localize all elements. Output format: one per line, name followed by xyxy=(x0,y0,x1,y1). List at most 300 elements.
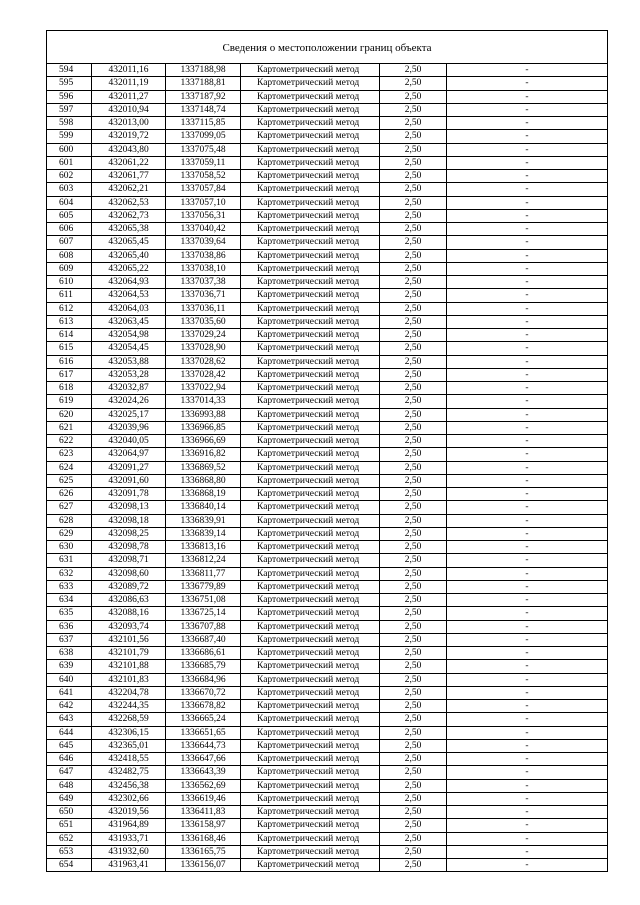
point-number-cell: 602 xyxy=(47,170,92,183)
coord-y-cell: 1336966,85 xyxy=(166,421,241,434)
point-number-cell: 609 xyxy=(47,262,92,275)
accuracy-cell: 2,50 xyxy=(380,766,447,779)
point-number-cell: 627 xyxy=(47,501,92,514)
coord-x-cell: 432098,18 xyxy=(92,514,166,527)
point-number-cell: 636 xyxy=(47,620,92,633)
description-cell: - xyxy=(447,183,608,196)
accuracy-cell: 2,50 xyxy=(380,329,447,342)
method-cell: Картометрический метод xyxy=(241,474,380,487)
method-cell: Картометрический метод xyxy=(241,342,380,355)
method-cell: Картометрический метод xyxy=(241,673,380,686)
method-cell: Картометрический метод xyxy=(241,541,380,554)
point-number-cell: 640 xyxy=(47,673,92,686)
accuracy-cell: 2,50 xyxy=(380,315,447,328)
coord-x-cell: 432062,73 xyxy=(92,209,166,222)
coord-x-cell: 432086,63 xyxy=(92,594,166,607)
coord-y-cell: 1336562,69 xyxy=(166,779,241,792)
method-cell: Картометрический метод xyxy=(241,488,380,501)
accuracy-cell: 2,50 xyxy=(380,753,447,766)
coord-x-cell: 432418,55 xyxy=(92,753,166,766)
coord-y-cell: 1336156,07 xyxy=(166,859,241,872)
coord-y-cell: 1337057,84 xyxy=(166,183,241,196)
coord-x-cell: 432091,27 xyxy=(92,461,166,474)
coord-x-cell: 431932,60 xyxy=(92,845,166,858)
table-title: Сведения о местоположении границ объекта xyxy=(47,31,608,64)
point-number-cell: 608 xyxy=(47,249,92,262)
table-row xyxy=(47,527,608,540)
table-row xyxy=(47,474,608,487)
method-cell: Картометрический метод xyxy=(241,236,380,249)
table-row xyxy=(47,739,608,752)
table-row xyxy=(47,276,608,289)
description-cell: - xyxy=(447,594,608,607)
boundary-table xyxy=(46,30,608,872)
table-row xyxy=(47,501,608,514)
method-cell: Картометрический метод xyxy=(241,567,380,580)
table-row xyxy=(47,249,608,262)
description-cell: - xyxy=(447,806,608,819)
method-cell: Картометрический метод xyxy=(241,130,380,143)
description-cell: - xyxy=(447,660,608,673)
coord-x-cell: 432063,45 xyxy=(92,315,166,328)
coord-y-cell: 1337188,81 xyxy=(166,77,241,90)
description-cell: - xyxy=(447,64,608,77)
coord-y-cell: 1337035,60 xyxy=(166,315,241,328)
description-cell: - xyxy=(447,859,608,872)
coord-x-cell: 432053,28 xyxy=(92,368,166,381)
description-cell: - xyxy=(447,779,608,792)
method-cell: Картометрический метод xyxy=(241,276,380,289)
accuracy-cell: 2,50 xyxy=(380,183,447,196)
description-cell: - xyxy=(447,262,608,275)
coord-x-cell: 432091,60 xyxy=(92,474,166,487)
coord-x-cell: 432011,27 xyxy=(92,90,166,103)
point-number-cell: 616 xyxy=(47,355,92,368)
coord-y-cell: 1336165,75 xyxy=(166,845,241,858)
accuracy-cell: 2,50 xyxy=(380,686,447,699)
description-cell: - xyxy=(447,647,608,660)
coord-y-cell: 1336687,40 xyxy=(166,633,241,646)
coord-x-cell: 432456,38 xyxy=(92,779,166,792)
coord-y-cell: 1336685,79 xyxy=(166,660,241,673)
accuracy-cell: 2,50 xyxy=(380,673,447,686)
table-row xyxy=(47,673,608,686)
point-number-cell: 626 xyxy=(47,488,92,501)
accuracy-cell: 2,50 xyxy=(380,262,447,275)
point-number-cell: 619 xyxy=(47,395,92,408)
coord-y-cell: 1336916,82 xyxy=(166,448,241,461)
method-cell: Картометрический метод xyxy=(241,448,380,461)
point-number-cell: 599 xyxy=(47,130,92,143)
accuracy-cell: 2,50 xyxy=(380,554,447,567)
accuracy-cell: 2,50 xyxy=(380,647,447,660)
accuracy-cell: 2,50 xyxy=(380,421,447,434)
point-number-cell: 614 xyxy=(47,329,92,342)
point-number-cell: 613 xyxy=(47,315,92,328)
point-number-cell: 637 xyxy=(47,633,92,646)
method-cell: Картометрический метод xyxy=(241,302,380,315)
document-page xyxy=(46,30,607,872)
table-row xyxy=(47,302,608,315)
description-cell: - xyxy=(447,527,608,540)
accuracy-cell: 2,50 xyxy=(380,342,447,355)
method-cell: Картометрический метод xyxy=(241,594,380,607)
description-cell: - xyxy=(447,461,608,474)
description-cell: - xyxy=(447,103,608,116)
accuracy-cell: 2,50 xyxy=(380,90,447,103)
coord-x-cell: 432010,94 xyxy=(92,103,166,116)
description-cell: - xyxy=(447,448,608,461)
coord-y-cell: 1336158,97 xyxy=(166,819,241,832)
coord-x-cell: 432062,21 xyxy=(92,183,166,196)
table-row xyxy=(47,209,608,222)
coord-y-cell: 1337037,38 xyxy=(166,276,241,289)
accuracy-cell: 2,50 xyxy=(380,289,447,302)
coord-y-cell: 1336411,83 xyxy=(166,806,241,819)
coord-x-cell: 432088,16 xyxy=(92,607,166,620)
coord-y-cell: 1336839,14 xyxy=(166,527,241,540)
table-row xyxy=(47,289,608,302)
coord-y-cell: 1337039,64 xyxy=(166,236,241,249)
point-number-cell: 646 xyxy=(47,753,92,766)
coord-x-cell: 432244,35 xyxy=(92,700,166,713)
coord-y-cell: 1337059,11 xyxy=(166,156,241,169)
table-row xyxy=(47,64,608,77)
coord-x-cell: 432065,22 xyxy=(92,262,166,275)
accuracy-cell: 2,50 xyxy=(380,461,447,474)
point-number-cell: 647 xyxy=(47,766,92,779)
point-number-cell: 621 xyxy=(47,421,92,434)
accuracy-cell: 2,50 xyxy=(380,779,447,792)
coord-y-cell: 1336868,19 xyxy=(166,488,241,501)
accuracy-cell: 2,50 xyxy=(380,700,447,713)
method-cell: Картометрический метод xyxy=(241,859,380,872)
coord-y-cell: 1336651,65 xyxy=(166,726,241,739)
accuracy-cell: 2,50 xyxy=(380,196,447,209)
accuracy-cell: 2,50 xyxy=(380,474,447,487)
accuracy-cell: 2,50 xyxy=(380,633,447,646)
coord-y-cell: 1337148,74 xyxy=(166,103,241,116)
description-cell: - xyxy=(447,421,608,434)
point-number-cell: 615 xyxy=(47,342,92,355)
coord-y-cell: 1336678,82 xyxy=(166,700,241,713)
coord-x-cell: 432306,15 xyxy=(92,726,166,739)
table-row xyxy=(47,607,608,620)
point-number-cell: 643 xyxy=(47,713,92,726)
coord-y-cell: 1337036,11 xyxy=(166,302,241,315)
accuracy-cell: 2,50 xyxy=(380,845,447,858)
point-number-cell: 644 xyxy=(47,726,92,739)
point-number-cell: 641 xyxy=(47,686,92,699)
table-row xyxy=(47,395,608,408)
coord-x-cell: 432101,56 xyxy=(92,633,166,646)
method-cell: Картометрический метод xyxy=(241,514,380,527)
coord-x-cell: 432064,53 xyxy=(92,289,166,302)
table-row xyxy=(47,713,608,726)
point-number-cell: 649 xyxy=(47,792,92,805)
accuracy-cell: 2,50 xyxy=(380,302,447,315)
point-number-cell: 622 xyxy=(47,435,92,448)
method-cell: Картометрический метод xyxy=(241,249,380,262)
accuracy-cell: 2,50 xyxy=(380,594,447,607)
point-number-cell: 631 xyxy=(47,554,92,567)
accuracy-cell: 2,50 xyxy=(380,806,447,819)
description-cell: - xyxy=(447,580,608,593)
description-cell: - xyxy=(447,249,608,262)
description-cell: - xyxy=(447,474,608,487)
accuracy-cell: 2,50 xyxy=(380,541,447,554)
description-cell: - xyxy=(447,143,608,156)
table-row xyxy=(47,779,608,792)
description-cell: - xyxy=(447,501,608,514)
accuracy-cell: 2,50 xyxy=(380,514,447,527)
accuracy-cell: 2,50 xyxy=(380,580,447,593)
point-number-cell: 648 xyxy=(47,779,92,792)
point-number-cell: 594 xyxy=(47,64,92,77)
point-number-cell: 645 xyxy=(47,739,92,752)
method-cell: Картометрический метод xyxy=(241,395,380,408)
table-row xyxy=(47,567,608,580)
table-row xyxy=(47,594,608,607)
coord-x-cell: 432054,98 xyxy=(92,329,166,342)
method-cell: Картометрический метод xyxy=(241,766,380,779)
accuracy-cell: 2,50 xyxy=(380,276,447,289)
description-cell: - xyxy=(447,488,608,501)
point-number-cell: 597 xyxy=(47,103,92,116)
coord-y-cell: 1336812,24 xyxy=(166,554,241,567)
coord-y-cell: 1336619,46 xyxy=(166,792,241,805)
point-number-cell: 651 xyxy=(47,819,92,832)
coord-x-cell: 432098,78 xyxy=(92,541,166,554)
method-cell: Картометрический метод xyxy=(241,289,380,302)
description-cell: - xyxy=(447,117,608,130)
coord-x-cell: 431933,71 xyxy=(92,832,166,845)
method-cell: Картометрический метод xyxy=(241,183,380,196)
accuracy-cell: 2,50 xyxy=(380,859,447,872)
method-cell: Картометрический метод xyxy=(241,700,380,713)
accuracy-cell: 2,50 xyxy=(380,103,447,116)
accuracy-cell: 2,50 xyxy=(380,527,447,540)
coord-y-cell: 1336725,14 xyxy=(166,607,241,620)
description-cell: - xyxy=(447,236,608,249)
accuracy-cell: 2,50 xyxy=(380,64,447,77)
method-cell: Картометрический метод xyxy=(241,501,380,514)
accuracy-cell: 2,50 xyxy=(380,130,447,143)
table-row xyxy=(47,355,608,368)
description-cell: - xyxy=(447,408,608,421)
coord-y-cell: 1337115,85 xyxy=(166,117,241,130)
table-row xyxy=(47,435,608,448)
method-cell: Картометрический метод xyxy=(241,806,380,819)
coord-y-cell: 1336643,39 xyxy=(166,766,241,779)
table-row xyxy=(47,580,608,593)
description-cell: - xyxy=(447,713,608,726)
accuracy-cell: 2,50 xyxy=(380,117,447,130)
accuracy-cell: 2,50 xyxy=(380,448,447,461)
coord-y-cell: 1336840,14 xyxy=(166,501,241,514)
point-number-cell: 618 xyxy=(47,382,92,395)
method-cell: Картометрический метод xyxy=(241,262,380,275)
method-cell: Картометрический метод xyxy=(241,647,380,660)
point-number-cell: 654 xyxy=(47,859,92,872)
method-cell: Картометрический метод xyxy=(241,77,380,90)
method-cell: Картометрический метод xyxy=(241,686,380,699)
table-row xyxy=(47,315,608,328)
table-row xyxy=(47,262,608,275)
accuracy-cell: 2,50 xyxy=(380,607,447,620)
coord-x-cell: 432039,96 xyxy=(92,421,166,434)
point-number-cell: 652 xyxy=(47,832,92,845)
method-cell: Картометрический метод xyxy=(241,753,380,766)
description-cell: - xyxy=(447,686,608,699)
method-cell: Картометрический метод xyxy=(241,170,380,183)
coord-y-cell: 1336670,72 xyxy=(166,686,241,699)
coord-x-cell: 432064,97 xyxy=(92,448,166,461)
coord-y-cell: 1336966,69 xyxy=(166,435,241,448)
table-row xyxy=(47,368,608,381)
point-number-cell: 628 xyxy=(47,514,92,527)
point-number-cell: 624 xyxy=(47,461,92,474)
coord-y-cell: 1337187,92 xyxy=(166,90,241,103)
description-cell: - xyxy=(447,223,608,236)
method-cell: Картометрический метод xyxy=(241,315,380,328)
method-cell: Картометрический метод xyxy=(241,368,380,381)
table-row xyxy=(47,554,608,567)
method-cell: Картометрический метод xyxy=(241,209,380,222)
table-row xyxy=(47,408,608,421)
method-cell: Картометрический метод xyxy=(241,633,380,646)
description-cell: - xyxy=(447,753,608,766)
method-cell: Картометрический метод xyxy=(241,421,380,434)
coord-x-cell: 432064,03 xyxy=(92,302,166,315)
description-cell: - xyxy=(447,514,608,527)
coord-x-cell: 432098,25 xyxy=(92,527,166,540)
method-cell: Картометрический метод xyxy=(241,329,380,342)
accuracy-cell: 2,50 xyxy=(380,660,447,673)
table-row xyxy=(47,488,608,501)
method-cell: Картометрический метод xyxy=(241,527,380,540)
point-number-cell: 620 xyxy=(47,408,92,421)
coord-y-cell: 1337099,05 xyxy=(166,130,241,143)
accuracy-cell: 2,50 xyxy=(380,819,447,832)
coord-x-cell: 432011,19 xyxy=(92,77,166,90)
point-number-cell: 638 xyxy=(47,647,92,660)
coord-y-cell: 1337038,86 xyxy=(166,249,241,262)
coord-y-cell: 1336707,88 xyxy=(166,620,241,633)
coord-y-cell: 1337028,42 xyxy=(166,368,241,381)
point-number-cell: 629 xyxy=(47,527,92,540)
coord-y-cell: 1336811,77 xyxy=(166,567,241,580)
point-number-cell: 623 xyxy=(47,448,92,461)
description-cell: - xyxy=(447,673,608,686)
description-cell: - xyxy=(447,766,608,779)
table-row xyxy=(47,77,608,90)
method-cell: Картометрический метод xyxy=(241,355,380,368)
table-row xyxy=(47,342,608,355)
table-row xyxy=(47,766,608,779)
description-cell: - xyxy=(447,355,608,368)
coord-x-cell: 432098,13 xyxy=(92,501,166,514)
accuracy-cell: 2,50 xyxy=(380,713,447,726)
accuracy-cell: 2,50 xyxy=(380,620,447,633)
description-cell: - xyxy=(447,845,608,858)
coord-x-cell: 432065,40 xyxy=(92,249,166,262)
method-cell: Картометрический метод xyxy=(241,408,380,421)
coord-y-cell: 1336751,08 xyxy=(166,594,241,607)
method-cell: Картометрический метод xyxy=(241,117,380,130)
table-row xyxy=(47,183,608,196)
coord-x-cell: 432061,77 xyxy=(92,170,166,183)
accuracy-cell: 2,50 xyxy=(380,501,447,514)
coord-y-cell: 1337014,33 xyxy=(166,395,241,408)
coord-y-cell: 1336686,61 xyxy=(166,647,241,660)
point-number-cell: 607 xyxy=(47,236,92,249)
table-row xyxy=(47,832,608,845)
accuracy-cell: 2,50 xyxy=(380,77,447,90)
method-cell: Картометрический метод xyxy=(241,143,380,156)
point-number-cell: 596 xyxy=(47,90,92,103)
table-body xyxy=(47,64,608,872)
coord-x-cell: 432065,45 xyxy=(92,236,166,249)
method-cell: Картометрический метод xyxy=(241,90,380,103)
description-cell: - xyxy=(447,567,608,580)
coord-x-cell: 432098,71 xyxy=(92,554,166,567)
method-cell: Картометрический метод xyxy=(241,620,380,633)
accuracy-cell: 2,50 xyxy=(380,143,447,156)
point-number-cell: 601 xyxy=(47,156,92,169)
description-cell: - xyxy=(447,832,608,845)
method-cell: Картометрический метод xyxy=(241,382,380,395)
coord-x-cell: 432268,59 xyxy=(92,713,166,726)
table-row xyxy=(47,170,608,183)
table-row xyxy=(47,156,608,169)
table-row xyxy=(47,143,608,156)
point-number-cell: 604 xyxy=(47,196,92,209)
coord-x-cell: 432054,45 xyxy=(92,342,166,355)
point-number-cell: 603 xyxy=(47,183,92,196)
coord-x-cell: 432013,00 xyxy=(92,117,166,130)
point-number-cell: 610 xyxy=(47,276,92,289)
table-title-row xyxy=(47,31,608,64)
accuracy-cell: 2,50 xyxy=(380,209,447,222)
point-number-cell: 625 xyxy=(47,474,92,487)
coord-y-cell: 1337028,90 xyxy=(166,342,241,355)
table-row xyxy=(47,686,608,699)
table-row xyxy=(47,753,608,766)
description-cell: - xyxy=(447,382,608,395)
description-cell: - xyxy=(447,90,608,103)
coord-y-cell: 1337056,31 xyxy=(166,209,241,222)
point-number-cell: 606 xyxy=(47,223,92,236)
description-cell: - xyxy=(447,342,608,355)
method-cell: Картометрический метод xyxy=(241,196,380,209)
coord-x-cell: 432043,80 xyxy=(92,143,166,156)
coord-x-cell: 432064,93 xyxy=(92,276,166,289)
coord-x-cell: 431963,41 xyxy=(92,859,166,872)
coord-x-cell: 431964,89 xyxy=(92,819,166,832)
description-cell: - xyxy=(447,196,608,209)
coord-x-cell: 432032,87 xyxy=(92,382,166,395)
table-row xyxy=(47,660,608,673)
coord-y-cell: 1337058,52 xyxy=(166,170,241,183)
coord-y-cell: 1337022,94 xyxy=(166,382,241,395)
coord-y-cell: 1336869,52 xyxy=(166,461,241,474)
table-row xyxy=(47,90,608,103)
description-cell: - xyxy=(447,700,608,713)
coord-y-cell: 1336644,73 xyxy=(166,739,241,752)
description-cell: - xyxy=(447,554,608,567)
description-cell: - xyxy=(447,368,608,381)
